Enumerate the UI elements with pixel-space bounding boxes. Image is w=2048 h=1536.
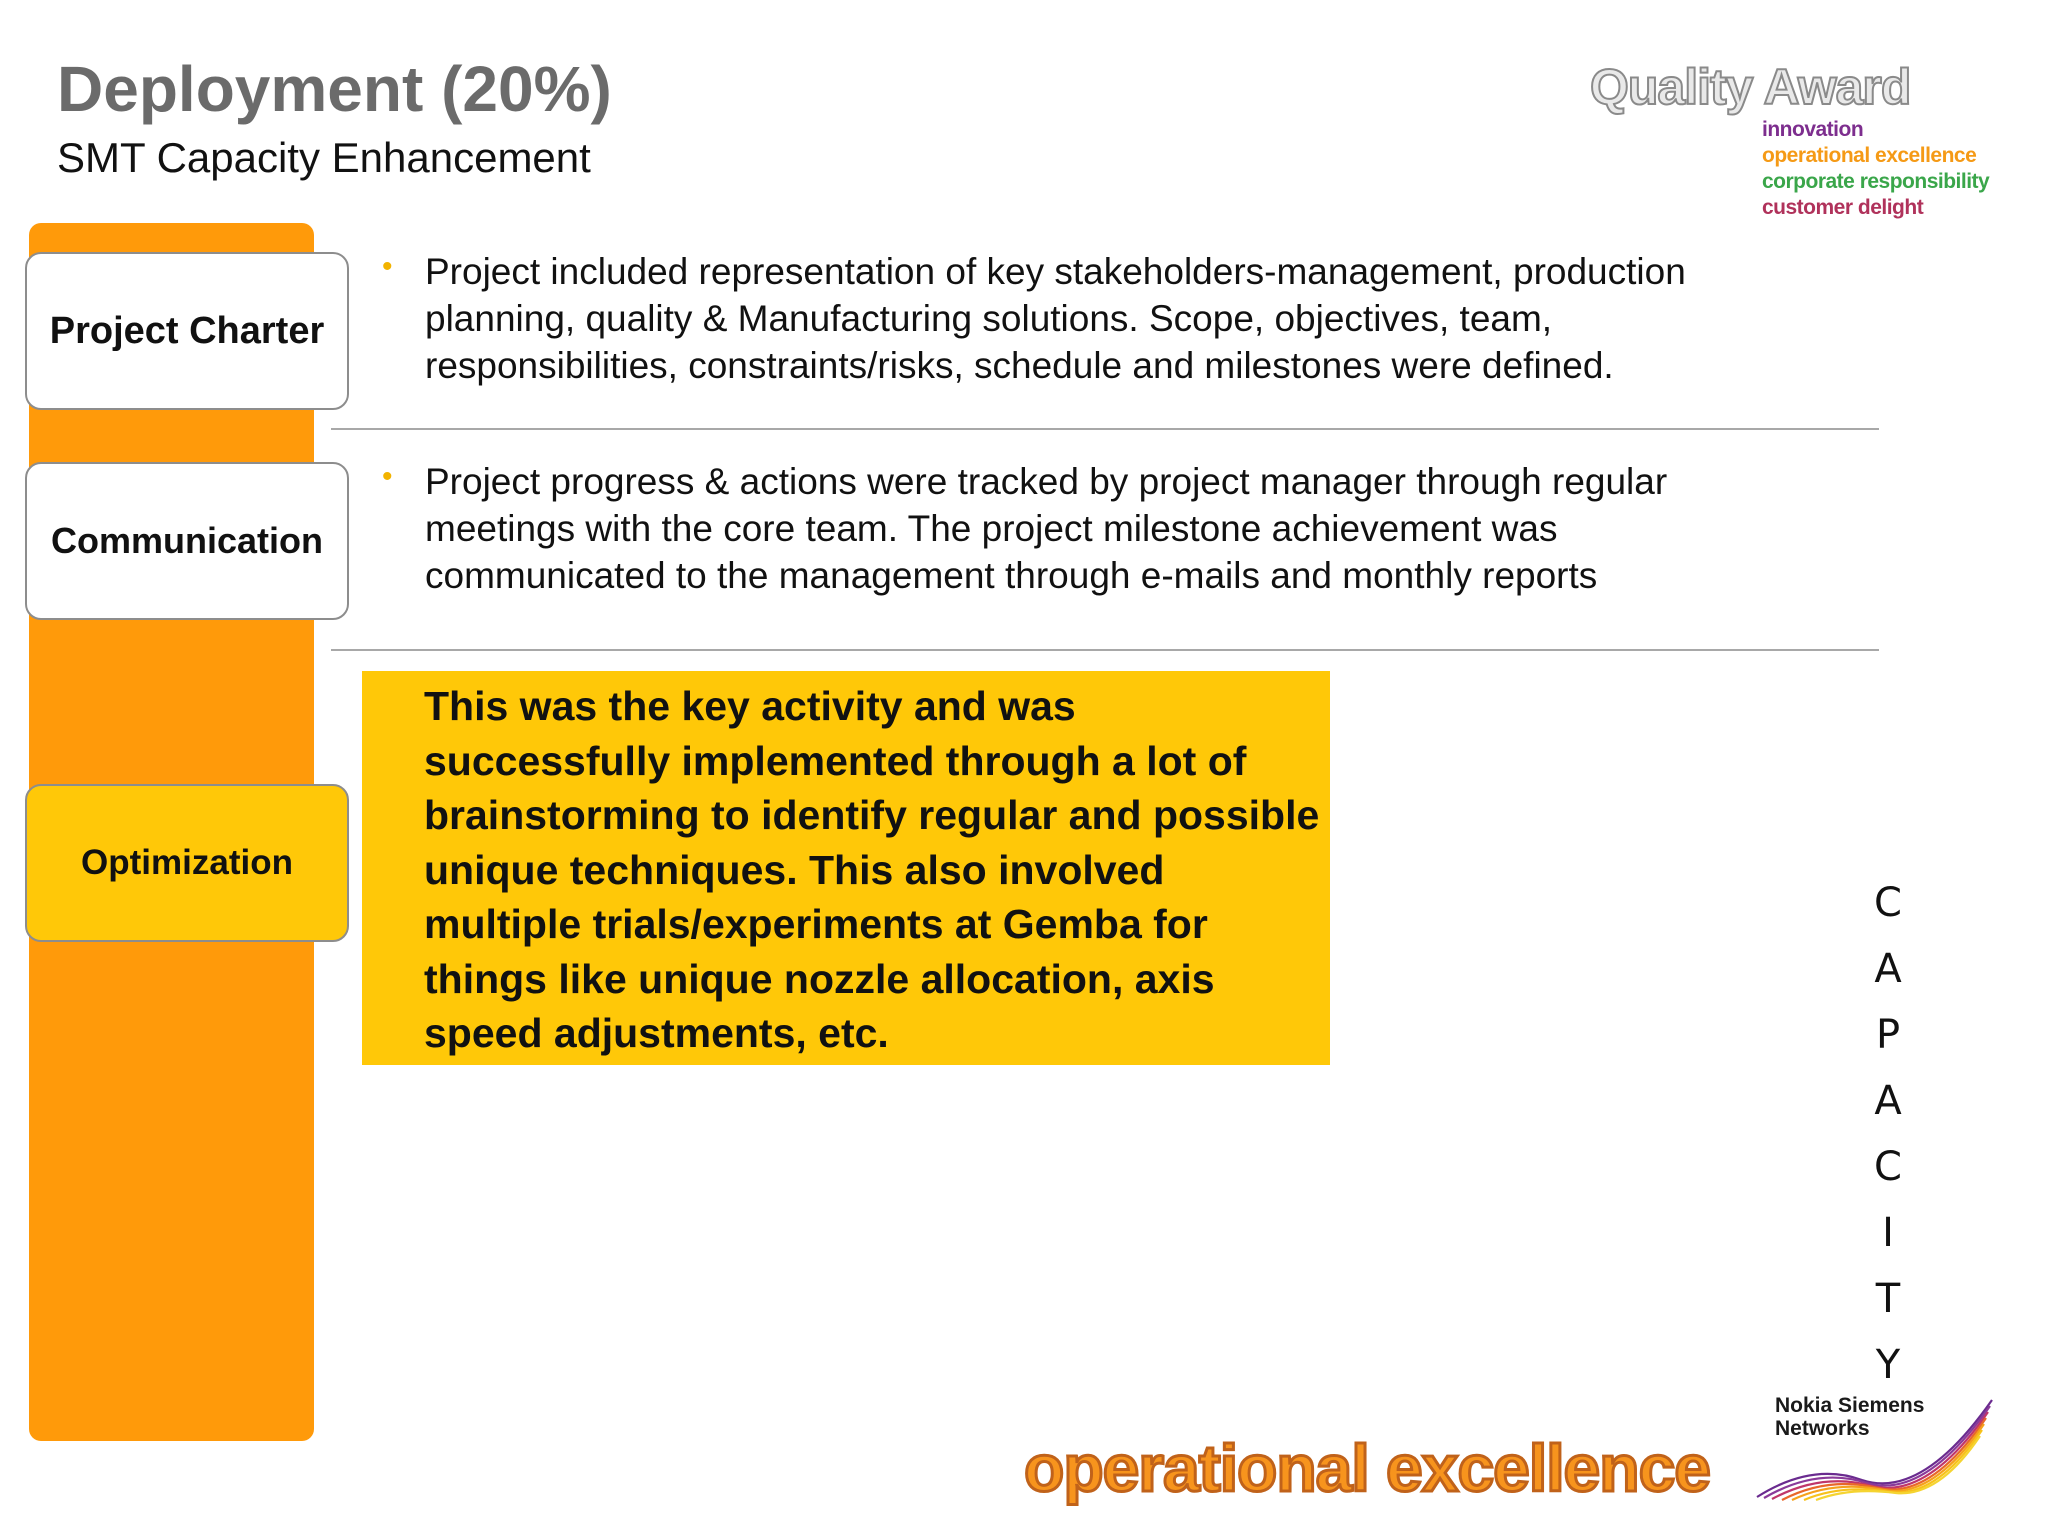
optimization-text: This was the key activity and was successfully implemented through a lot of brainstorming to identify regular and possible unique techniques. This also involved multiple trials/experiments at Gemba for things like unique nozzle allocation, axis speed adjustments, etc. [424, 683, 1320, 1056]
quality-award-corporate-responsibility: corporate responsibility [1762, 170, 1990, 193]
section-divider [331, 428, 1879, 430]
quality-award-title: Quality Award [1590, 59, 1911, 115]
nsn-logo-line1: Nokia Siemens [1775, 1394, 1925, 1417]
vertical-letter: T [1875, 1276, 1901, 1322]
bullet-icon: • [382, 460, 393, 493]
vertical-letter: C [1874, 880, 1902, 926]
nsn-logo-line2: Networks [1775, 1417, 1870, 1440]
optimization-highlight-box [362, 671, 1330, 1065]
project-charter-text: Project included representation of key stakeholders-management, production planning, quality & Manufacturing solutions. Scope, objectives, team, responsibilities, constraints/risks, schedule and milestones were defined. [425, 251, 1686, 386]
page-subtitle: SMT Capacity Enhancement [57, 134, 591, 181]
vertical-letter: C [1874, 1144, 1902, 1190]
tab-optimization: Optimization [25, 784, 349, 942]
communication-text: Project progress & actions were tracked by project manager through regular meetings with the core team. The project milestone achievement was communicated to the management through e-mails and monthly reports [425, 461, 1668, 596]
vertical-capacity-word [1868, 880, 1908, 1408]
bullet-icon: • [382, 250, 393, 283]
section-divider [331, 649, 1879, 651]
tab-communication: Communication [25, 462, 349, 620]
quality-award-customer-delight: customer delight [1762, 196, 1924, 219]
tab-project-charter: Project Charter [25, 252, 349, 410]
vertical-letter: I [1882, 1210, 1894, 1256]
nsn-logo-text [1775, 1394, 1924, 1440]
quality-award-logo [1590, 58, 2010, 219]
operational-excellence-tagline: operational excellence [1024, 1431, 1710, 1505]
page-title: Deployment (20%) [57, 53, 612, 125]
vertical-letter: A [1874, 946, 1902, 992]
vertical-letter: A [1874, 1078, 1902, 1124]
quality-award-operational-excellence: operational excellence [1762, 144, 1977, 167]
vertical-letter: Y [1875, 1342, 1901, 1388]
quality-award-innovation: innovation [1762, 118, 1864, 141]
vertical-letter: P [1875, 1012, 1901, 1058]
